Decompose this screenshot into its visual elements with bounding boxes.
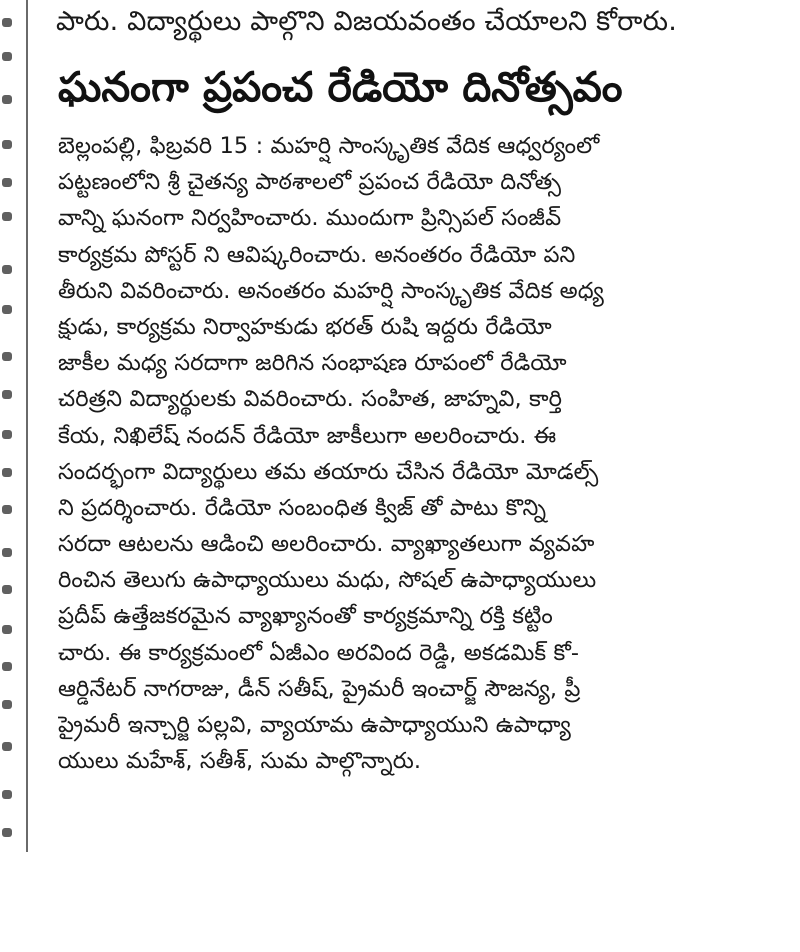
text-fragment: [2, 178, 12, 187]
adjacent-column-fragments: [0, 0, 22, 852]
article-line: సరదా ఆటలను ఆడించి అలరించారు. వ్యాఖ్యాతలుగా వ్యవహ: [58, 531, 595, 558]
column-divider: [26, 0, 28, 852]
text-fragment: [2, 662, 12, 671]
article-line: వాన్ని ఘనంగా నిర్వహించారు. ముందుగా ప్రిన్సిపల్ సంజీవ్: [58, 205, 562, 232]
article-line: యులు మహేశ్, సతీశ్, సుమ పాల్గొన్నారు.: [58, 748, 422, 775]
text-fragment: [2, 742, 12, 751]
article-line: ఆర్డినేటర్ నాగరాజు, డీన్ సతీష్, ప్రైమరీ ఇంచార్జ్ సౌజన్య, ప్రీ: [58, 675, 581, 702]
article-line: పట్టణంలోని శ్రీ చైతన్య పాఠశాలలో ప్రపంచ రేడియో దినోత్స: [58, 169, 562, 196]
text-fragment: [2, 305, 12, 314]
text-fragment: [2, 390, 12, 399]
text-fragment: [2, 505, 12, 514]
text-fragment: [2, 212, 12, 221]
text-fragment: [2, 18, 12, 27]
article-line: సందర్భంగా విద్యార్థులు తమ తయారు చేసిన రేడియో మోడల్స్: [58, 458, 599, 485]
text-fragment: [2, 585, 12, 594]
article-line: ని ప్రదర్శించారు. రేడియో సంబంధిత క్విజ్ తో పాటు కొన్ని: [58, 494, 547, 521]
text-fragment: [2, 828, 12, 837]
article-headline: ఘనంగా ప్రపంచ రేడియో దినోత్సవం: [58, 63, 623, 111]
article-body: [58, 128, 758, 779]
text-fragment: [2, 790, 12, 799]
previous-article-closing-line: పారు. విద్యార్థులు పాల్గొని విజయవంతం చేయాలని కోరారు.: [56, 6, 677, 37]
text-fragment: [2, 95, 12, 104]
article-line: చరిత్రని విద్యార్థులకు వివరించారు. సంహిత, జాహ్నవి, కార్తి: [58, 386, 563, 413]
article-line: బెల్లంపల్లి, ఫిబ్రవరి 15 : మహర్షి సాంస్కృతిక వేదిక ఆధ్వర్యంలో: [58, 133, 600, 159]
article-line: జాకీల మధ్య సరదాగా జరిగిన సంభాషణ రూపంలో రేడియో: [58, 350, 567, 377]
article-line: రించిన తెలుగు ఉపాధ్యాయులు మధు, సోషల్ ఉపాధ్యాయులు: [58, 567, 597, 594]
article-line: ప్రైమరీ ఇన్చార్జి పల్లవి, వ్యాయామ ఉపాధ్యాయుని ఉపాధ్యా: [58, 712, 571, 738]
text-fragment: [2, 468, 12, 477]
article-line: ప్రదీప్ ఉత్తేజకరమైన వ్యాఖ్యానంతో కార్యక్రమాన్ని రక్తి కట్టిం: [58, 603, 553, 630]
text-fragment: [2, 625, 12, 634]
article-line: తీరుని వివరించారు. అనంతరం మహర్షి సాంస్కృతిక వేదిక అధ్య: [58, 277, 604, 304]
article-line: కేయ, నిఖిలేష్ నందన్ రేడియో జాకీలుగా అలరించారు. ఈ: [58, 422, 557, 449]
text-fragment: [2, 548, 12, 557]
text-fragment: [2, 52, 12, 61]
article-line: కార్యక్రమ పోస్టర్ ని ఆవిష్కరించారు. అనంతరం రేడియో పని: [58, 241, 576, 268]
text-fragment: [2, 352, 12, 361]
text-fragment: [2, 140, 12, 149]
article-line: చారు. ఈ కార్యక్రమంలో ఏజీఎం అరవింద రెడ్డి, అకడమిక్ కో-: [58, 639, 580, 666]
text-fragment: [2, 430, 12, 439]
text-fragment: [2, 265, 12, 274]
article-line: క్షుడు, కార్యక్రమ నిర్వాహకుడు భరత్ రుషి ఇద్దరు రేడియో: [58, 313, 552, 340]
text-fragment: [2, 700, 12, 709]
